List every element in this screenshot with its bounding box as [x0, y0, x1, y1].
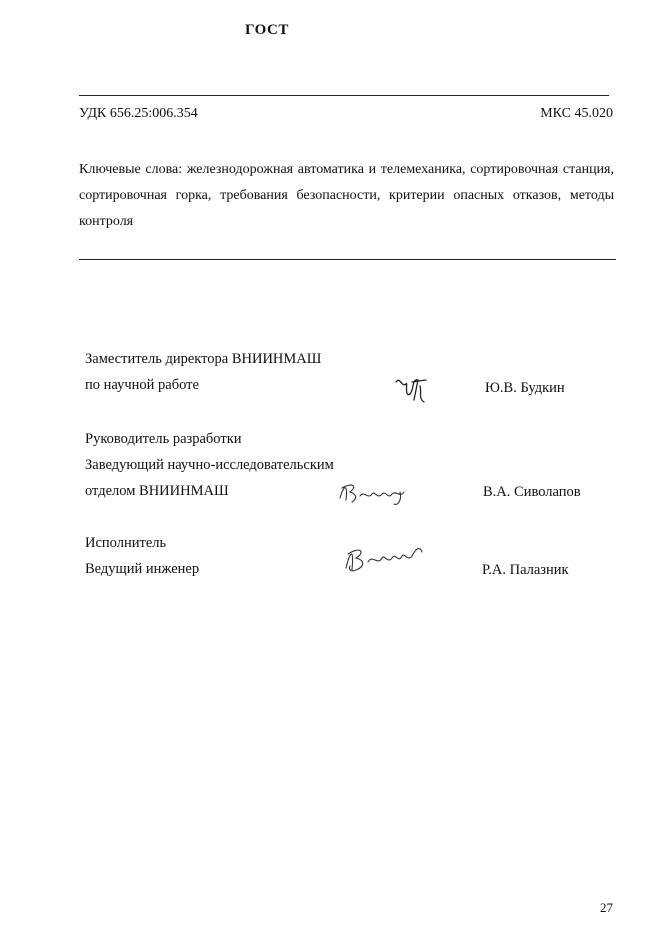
- document-header: ГОСТ: [245, 22, 289, 38]
- signatory-2-name: В.А. Сиволапов: [483, 484, 581, 500]
- page-number: 27: [600, 900, 613, 915]
- signatory-3-line-1: Исполнитель: [85, 535, 167, 551]
- signatory-3-line-2: Ведущий инженер: [85, 561, 200, 577]
- signatory-2-line-1: Руководитель разработки: [85, 431, 242, 447]
- signatory-1-line-1: Заместитель директора ВНИИНМАШ: [85, 351, 322, 367]
- signatory-1-name: Ю.В. Будкин: [485, 380, 565, 396]
- signatory-2-line-3: отделом ВНИИНМАШ: [85, 483, 229, 499]
- signatory-2-line-2: Заведующий научно-исследовательским: [85, 457, 334, 473]
- top-divider: [79, 95, 609, 96]
- signature-1-image: [392, 368, 436, 408]
- mks-code: МКС 45.020: [540, 106, 613, 121]
- udk-code: УДК 656.25:006.354: [79, 106, 198, 121]
- keywords-paragraph: Ключевые слова: железнодорожная автоматика и телемеханика, сортировочная станция, сортировочная горка, требования безопасности, критерии опасных отказов, методы контроля: [79, 162, 614, 229]
- bottom-divider: [79, 259, 616, 260]
- signatory-1-position: [85, 346, 321, 398]
- signature-3-image: [338, 542, 428, 576]
- signatory-2-position: [85, 426, 334, 504]
- signature-2-image: [334, 478, 418, 508]
- signatory-3-name: Р.А. Палазник: [482, 562, 569, 578]
- signatory-3-position: [85, 530, 199, 582]
- signatory-1-line-2: по научной работе: [85, 377, 199, 393]
